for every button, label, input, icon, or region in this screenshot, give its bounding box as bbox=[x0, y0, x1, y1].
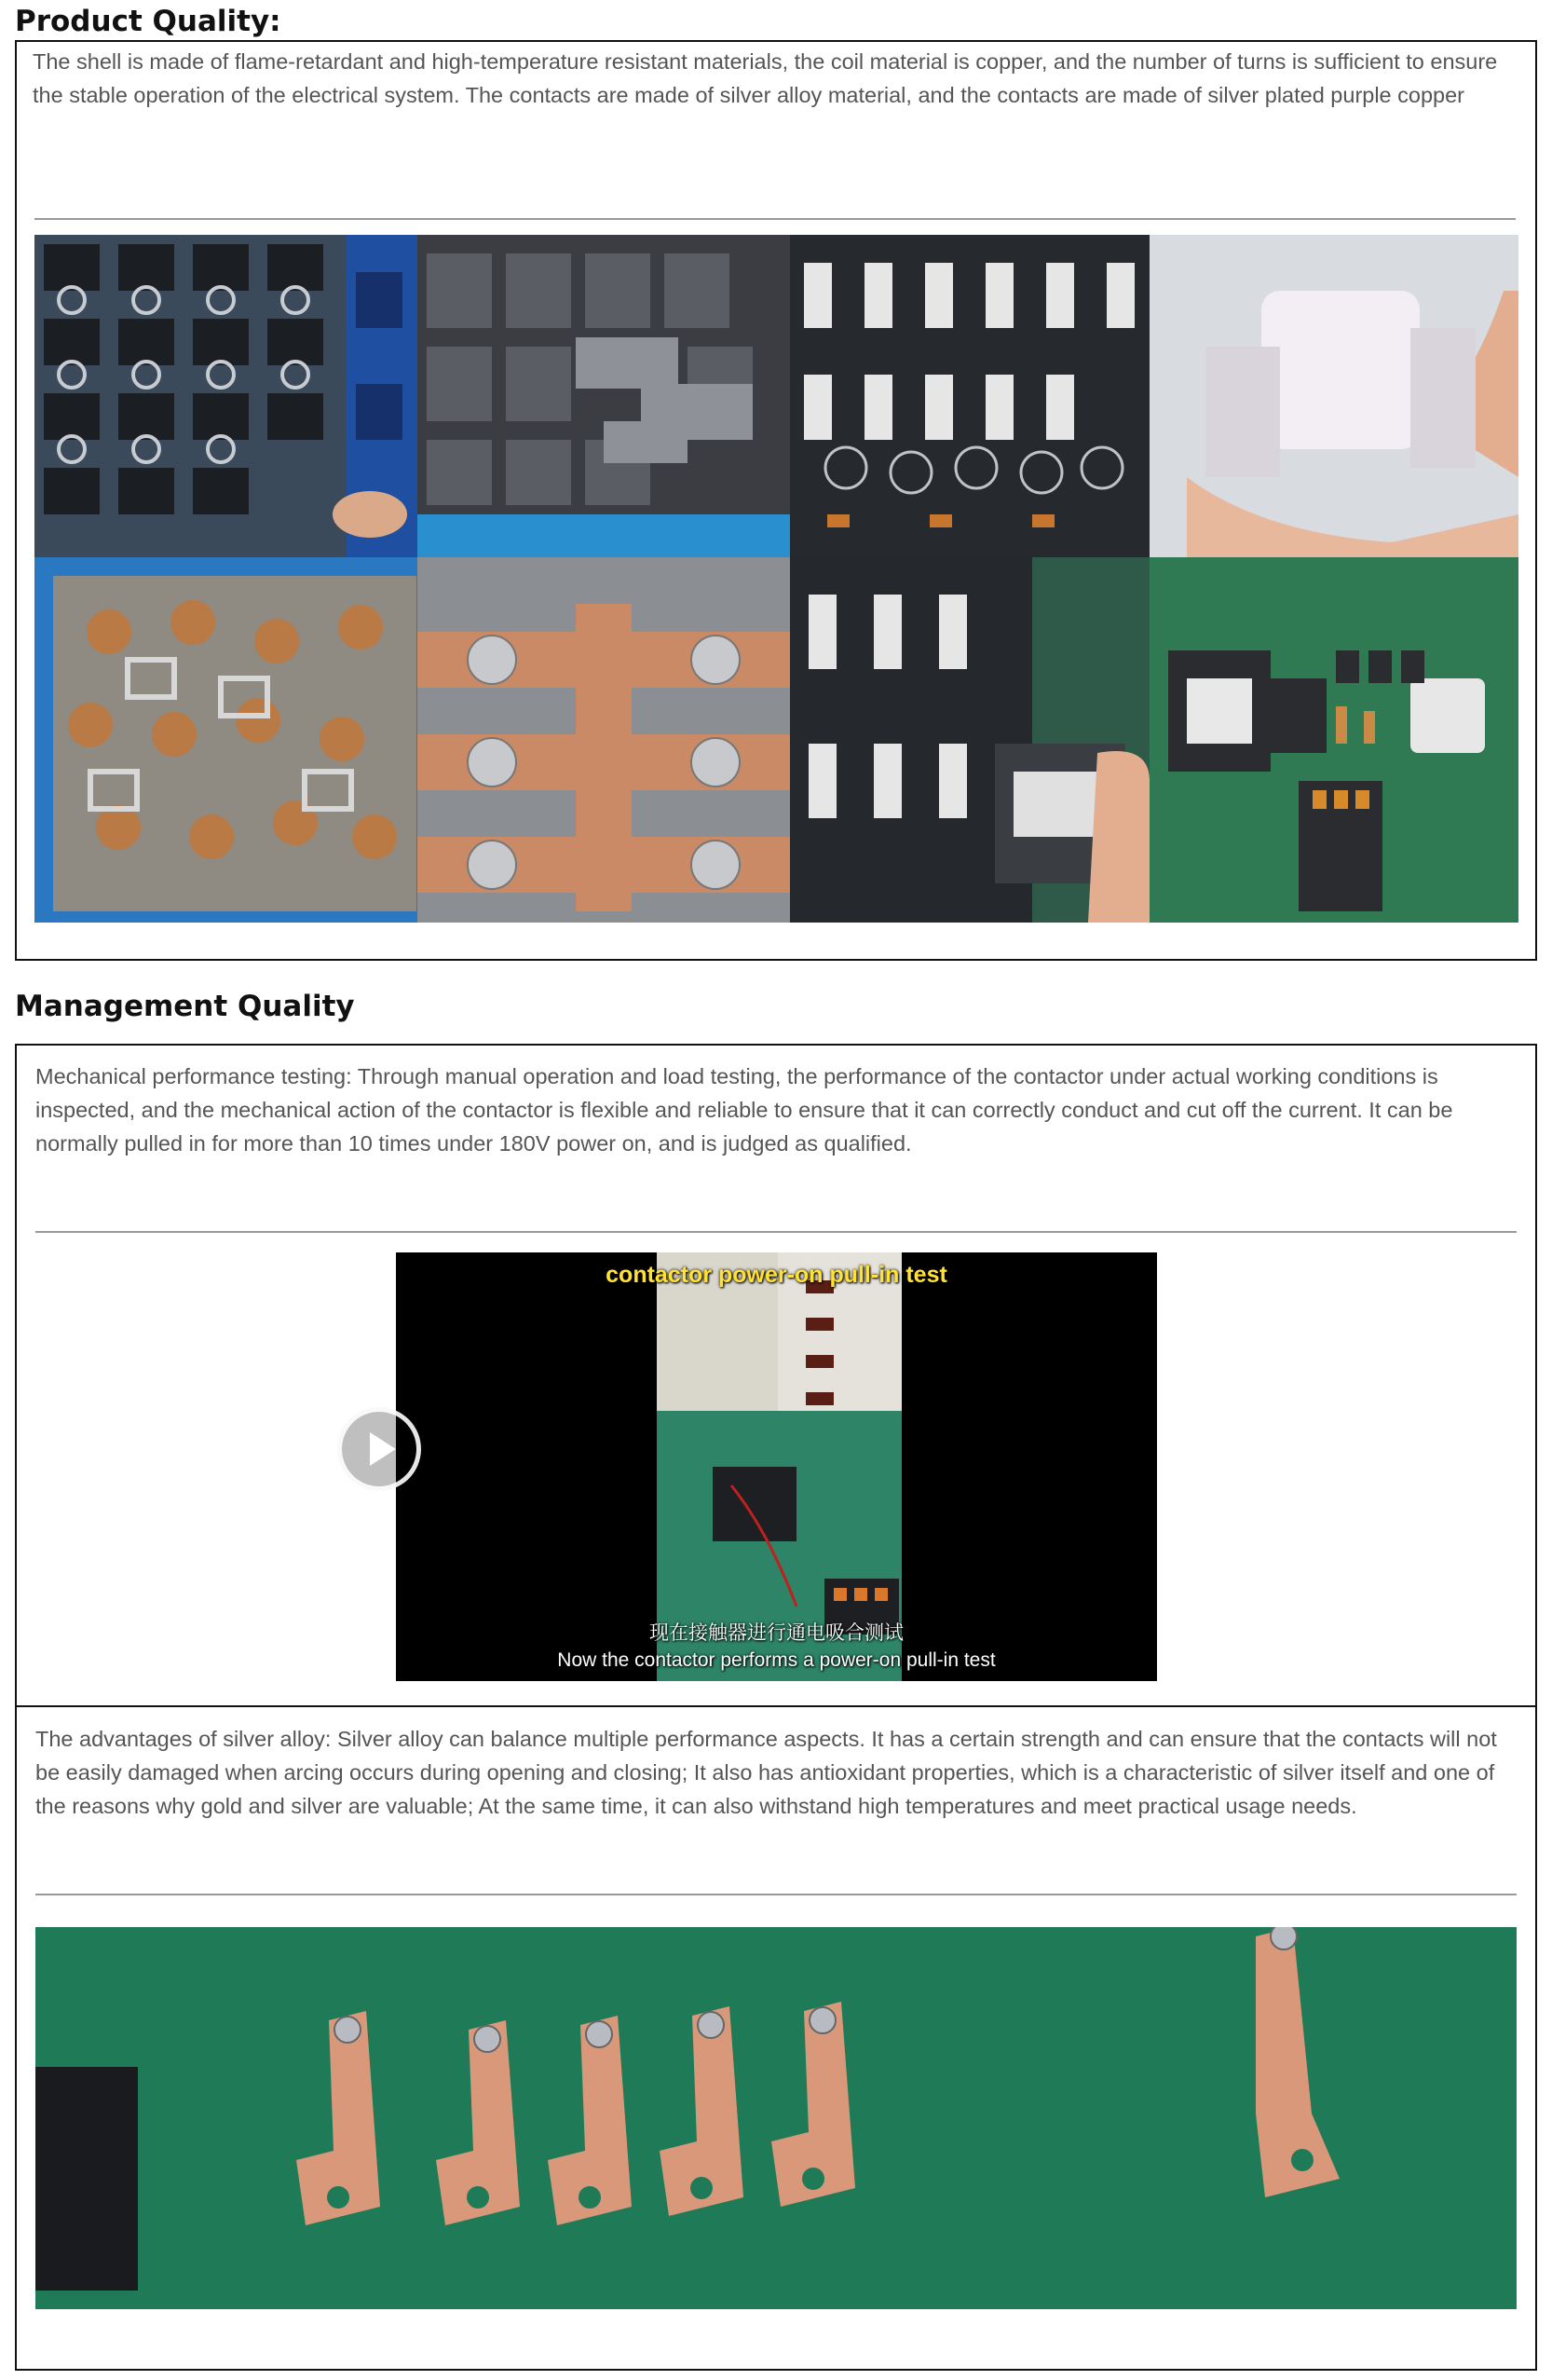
disassembled-parts-photo bbox=[1150, 557, 1518, 923]
video-subtitle-cn: 现在接触器进行通电吸合测试 bbox=[649, 1622, 904, 1644]
section-divider bbox=[15, 1705, 1537, 1707]
product-quality-rule bbox=[34, 218, 1516, 220]
play-icon bbox=[342, 1412, 416, 1486]
silver-contacts-photo bbox=[417, 557, 790, 923]
pull-in-test-video[interactable] bbox=[396, 1252, 1157, 1681]
silver-alloy-description: The advantages of silver alloy: Silver alloy can balance multiple performance aspects. It has a certain strength and can ensure that the contacts will not be easily damaged when arcing occurs during opening and closing; It also has antioxidant properties, which is a characteristic of silver itself and one of the reasons why gold and silver are valuable; At the same time, it can also withstand high temperatures and meet practical usage needs. bbox=[35, 1727, 1497, 1818]
video-title: contactor power-on pull-in test bbox=[606, 1262, 947, 1288]
video-frame bbox=[657, 1252, 902, 1681]
coil-in-hand-photo bbox=[1150, 235, 1518, 557]
product-quality-description: The shell is made of flame-retardant and high-temperature resistant materials, the coil material is copper, and the number of turns is sufficient to ensure the stable operation of the electrical system. The contacts are made of silver alloy material, and the contacts are made of silver plated purple copper bbox=[33, 49, 1498, 107]
contactor-shells-photo bbox=[417, 235, 790, 557]
contactor-bases-photo bbox=[34, 235, 417, 557]
coil-cores-photo bbox=[34, 557, 417, 923]
video-subtitle-en: Now the contactor performs a power-on pull-in test bbox=[557, 1649, 996, 1671]
product-quality-heading: Product Quality: bbox=[15, 5, 281, 38]
play-button[interactable] bbox=[337, 1407, 421, 1491]
silver-alloy-rule bbox=[35, 1894, 1517, 1895]
mechanical-testing-description: Mechanical performance testing: Through manual operation and load testing, the performance of the contactor under actual working conditions is inspected, and the mechanical action of the contactor is flexible and reliable to ensure that it can correctly conduct and cut off the current. It can be normally pulled in for more than 10 times under 180V power on, and is judged as qualified. bbox=[35, 1064, 1453, 1156]
contactor-assembly-photo bbox=[790, 557, 1150, 923]
contactor-springs-photo bbox=[790, 235, 1150, 557]
mechanical-testing-rule bbox=[35, 1231, 1517, 1233]
copper-contacts-photo bbox=[35, 1927, 1517, 2309]
management-quality-heading: Management Quality bbox=[15, 990, 355, 1023]
